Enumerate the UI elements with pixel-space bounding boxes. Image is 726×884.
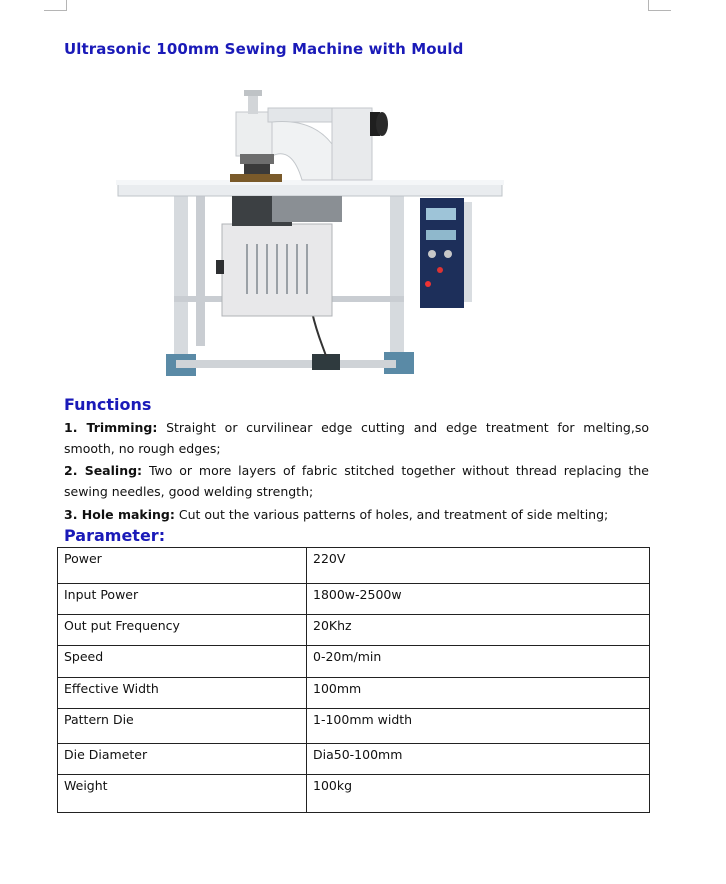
param-key: Speed: [58, 646, 307, 678]
table-row: [58, 709, 650, 744]
param-value: 100mm: [307, 678, 650, 709]
table-row: [58, 744, 650, 775]
function-text: Straight or curvilinear edge cutting and edge treatment for melting,so smooth, no rough edges;: [64, 420, 649, 456]
page-title: Ultrasonic 100mm Sewing Machine with Mould: [64, 40, 464, 58]
param-value: Dia50-100mm: [307, 744, 650, 775]
page-corner-mark-right: [648, 0, 671, 11]
function-label: 1. Trimming:: [64, 420, 158, 435]
function-label: 2. Sealing:: [64, 463, 143, 478]
param-value: 1-100mm width: [307, 709, 650, 744]
param-key: Pattern Die: [58, 709, 307, 744]
param-value: 20Khz: [307, 615, 650, 646]
param-key: Die Diameter: [58, 744, 307, 775]
function-item-sealing: [64, 460, 649, 502]
param-value: 0-20m/min: [307, 646, 650, 678]
function-label: 3. Hole making:: [64, 507, 175, 522]
param-key: Input Power: [58, 584, 307, 615]
param-key: Power: [58, 548, 307, 584]
page-corner-mark-left: [44, 0, 67, 11]
param-key: Weight: [58, 775, 307, 813]
table-row: [58, 646, 650, 678]
param-value: 220V: [307, 548, 650, 584]
table-row: [58, 678, 650, 709]
function-text: Cut out the various patterns of holes, and treatment of side melting;: [178, 507, 609, 522]
table-row: [58, 584, 650, 615]
table-row: [58, 775, 650, 813]
functions-heading: Functions: [64, 395, 152, 414]
function-text: Two or more layers of fabric stitched together without thread replacing the sewing needles, good welding strength;: [64, 463, 649, 499]
function-item-hole-making: [64, 504, 649, 525]
table-row: [58, 615, 650, 646]
function-item-trimming: [64, 417, 649, 459]
param-value: 100kg: [307, 775, 650, 813]
param-key: Effective Width: [58, 678, 307, 709]
table-row: [58, 548, 650, 584]
param-key: Out put Frequency: [58, 615, 307, 646]
sewing-machine-photo: [112, 84, 504, 384]
parameter-table: [57, 547, 650, 813]
param-value: 1800w-2500w: [307, 584, 650, 615]
parameter-heading: Parameter:: [64, 526, 166, 545]
